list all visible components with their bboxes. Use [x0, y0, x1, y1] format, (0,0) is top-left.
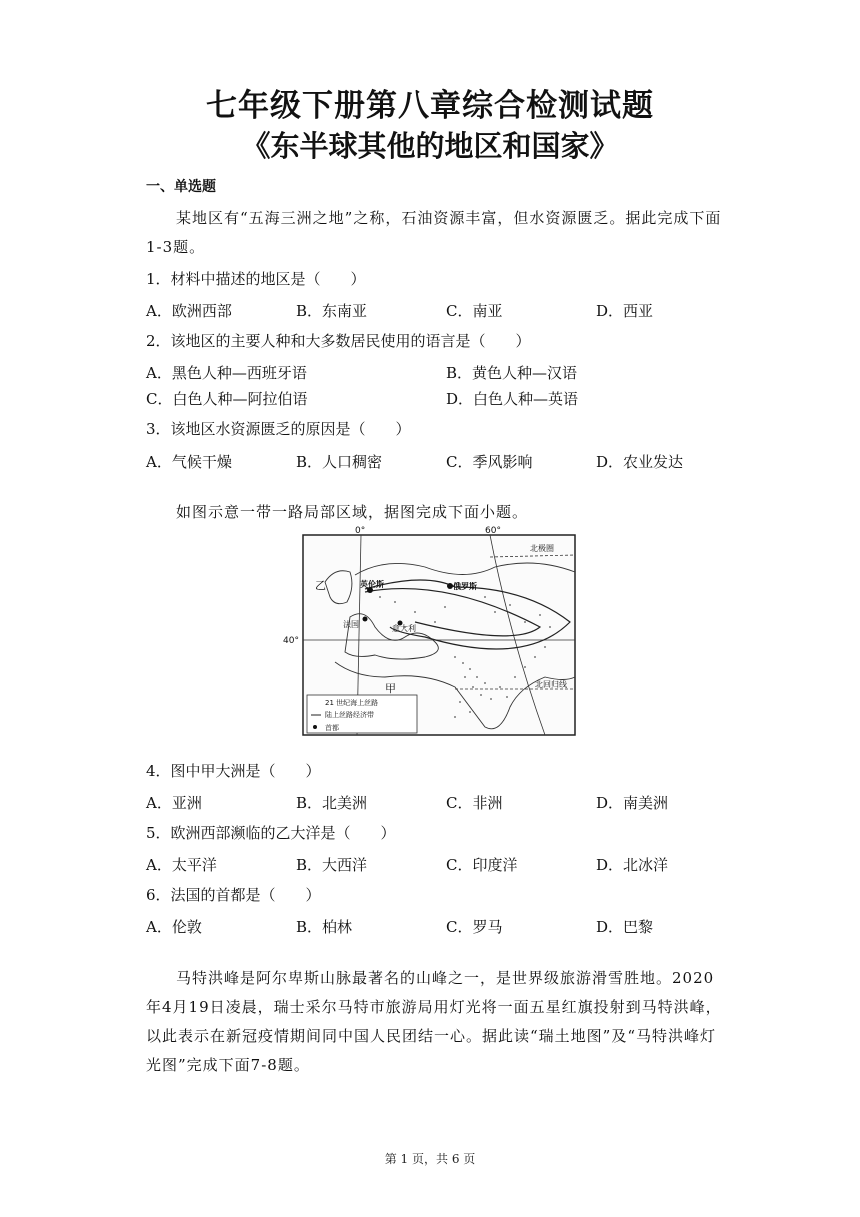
q6-option-c: C．罗马	[446, 918, 503, 936]
page-footer: 第 1 页，共 6 页	[384, 1152, 476, 1166]
question-4: 4．图中甲大洲是（ ）	[146, 762, 321, 780]
legend-land-route: 陆上丝路经济带	[325, 711, 374, 719]
section-heading: 一、单选题	[146, 179, 216, 195]
q4-option-b: B．北美洲	[296, 794, 368, 812]
q2-option-b: B．黄色人种—汉语	[446, 364, 578, 382]
question-5: 5．欧洲西部濒临的乙大洋是（ ）	[146, 824, 396, 842]
q6-option-b: B．柏林	[296, 918, 353, 936]
q3-option-d: D．农业发达	[596, 453, 684, 471]
q1-option-d: D．西亚	[596, 302, 654, 320]
q2-option-c: C．白色人种—阿拉伯语	[146, 390, 308, 408]
q4-option-c: C．非洲	[446, 794, 503, 812]
q4-option-d: D．南美洲	[596, 794, 669, 812]
label-france: 法国	[343, 620, 359, 629]
label-jia: 甲	[385, 682, 396, 695]
belt-road-map	[283, 526, 580, 742]
question-3: 3．该地区水资源匮乏的原因是（ ）	[146, 420, 411, 438]
passage-2: 如图示意一带一路局部区域，据图完成下面小题。	[176, 503, 529, 521]
label-lon-0: 0°	[355, 526, 366, 536]
label-russia: 俄罗斯	[453, 582, 477, 591]
q5-option-c: C．印度洋	[446, 856, 518, 874]
legend-sea-route: 21 世纪海上丝路	[325, 699, 379, 707]
q2-option-a: A．黑色人种—西班牙语	[146, 364, 307, 382]
q4-option-a: A．亚洲	[146, 794, 202, 812]
q5-option-a: A．太平洋	[146, 856, 217, 874]
q3-option-c: C．季风影响	[446, 453, 533, 471]
capital-paris-dot	[363, 617, 368, 622]
label-tropic: 北回归线	[535, 680, 567, 689]
legend-capital: 首都	[325, 724, 339, 732]
q6-option-d: D．巴黎	[596, 918, 654, 936]
passage-3: 马特洪峰是阿尔卑斯山脉最著名的山峰之一，是世界级旅游滑雪胜地。2020年4月19日凌晨，瑞士采尔马特市旅游局用灯光将一面五星红旗投射到马特洪峰，以此表示在新冠疫情期间同中国人民团结一心。据此读“瑞土地图”及“马特洪峰灯光图”完成下面7-8题。	[146, 969, 722, 1074]
q5-option-d: D．北冰洋	[596, 856, 669, 874]
question-2: 2．该地区的主要人种和大多数居民使用的语言是（ ）	[146, 332, 531, 350]
q1-option-c: C．南亚	[446, 302, 503, 320]
q3-option-b: B．人口稠密	[296, 453, 383, 471]
q2-option-d: D．白色人种—英语	[446, 390, 579, 408]
q3-option-a: A．气候干燥	[146, 453, 232, 471]
passage-1: 某地区有“五海三洲之地”之称，石油资源丰富，但水资源匮乏。据此完成下面1-3题。	[146, 209, 722, 256]
page-title: 七年级下册第八章综合检测试题	[206, 88, 654, 124]
label-yi: 乙	[315, 579, 326, 592]
label-uk: 英伦斯	[360, 580, 384, 589]
label-lat-40: 40°	[283, 636, 299, 646]
question-1: 1．材料中描述的地区是（ ）	[146, 270, 366, 288]
label-italy: 意大利	[392, 624, 416, 633]
page-subtitle: 《东半球其他的地区和国家》	[241, 129, 619, 163]
label-lon-60: 60°	[485, 526, 501, 536]
q1-option-b: B．东南亚	[296, 302, 368, 320]
label-arctic-circle: 北极圈	[530, 544, 554, 553]
q6-option-a: A．伦敦	[146, 918, 202, 936]
legend-capital-dot	[313, 725, 317, 729]
q1-option-a: A．欧洲西部	[146, 302, 232, 320]
question-6: 6．法国的首都是（ ）	[146, 886, 321, 904]
q5-option-b: B．大西洋	[296, 856, 368, 874]
